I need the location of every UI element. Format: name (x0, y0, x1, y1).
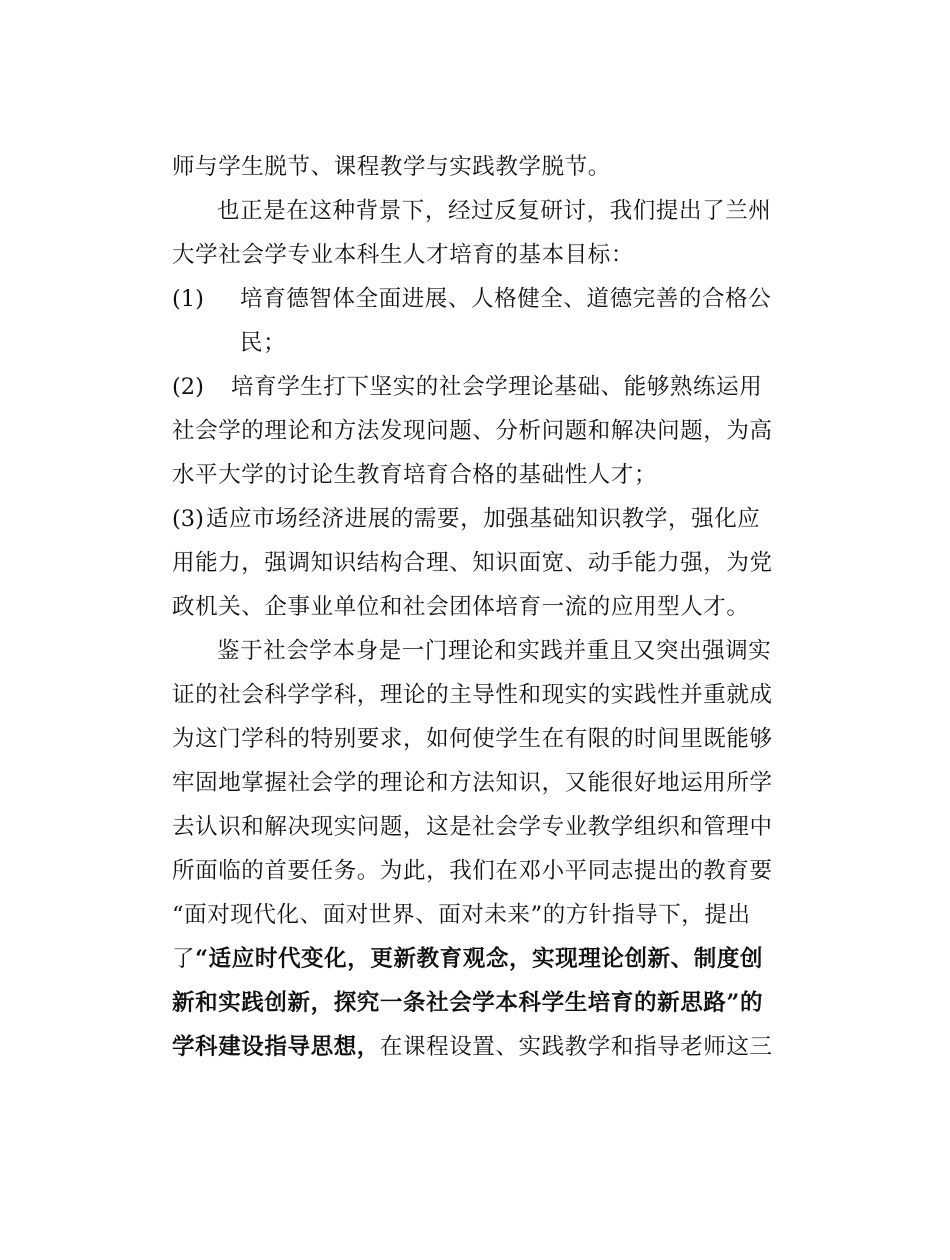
text-line: 水平大学的讨论生教育培育合格的基础性人才； (172, 462, 658, 488)
paragraph-first-line: 也正是在这种背景下，经过反复研讨，我们提出了兰州 (217, 198, 772, 224)
text-line: 大学社会学专业本科生人才培育的基本目标： (172, 242, 635, 268)
bold-text-line: 新和实践创新，探究一条社会学本科学生培育的新思路”的 (172, 990, 764, 1016)
bold-text-run: “适应时代变化，更新教育观念，实现理论创新、制度创 (195, 946, 764, 972)
text-line: 去认识和解决现实问题，这是社会学专业教学组织和管理中 (172, 814, 773, 840)
text-line: 用能力，强调知识结构合理、知识面宽、动手能力强，为党 (172, 550, 773, 576)
list-item-1: 培育德智体全面进展、人格健全、道德完善的合格公 (240, 286, 772, 312)
list-item-3: 适应市场经济进展的需要，加强基础知识教学，强化应 (206, 506, 761, 532)
list-number-1: (1) (172, 286, 204, 312)
text-line: “面对现代化、面对世界、面对未来”的方针指导下，提出 (172, 902, 751, 928)
paragraph-first-line: 鉴于社会学本身是一门理论和实践并重且又突出强调实 (217, 638, 772, 664)
text-run: 在课程设置、实践教学和指导老师这三 (379, 1034, 773, 1060)
list-item-1-continued: 民； (240, 330, 287, 356)
text-line: 社会学的理论和方法发现问题、分析问题和解决问题，为高 (172, 418, 773, 444)
list-number-3: (3) (172, 506, 204, 532)
text-line (172, 944, 763, 974)
text-line: 政机关、企事业单位和社会团体培育一流的应用型人才。 (172, 594, 750, 620)
text-line: 为这门学科的特别要求，如何使学生在有限的时间里既能够 (172, 726, 773, 752)
text-line: 牢固地掌握社会学的理论和方法知识，又能很好地运用所学 (172, 770, 773, 796)
list-item-2: 培育学生打下坚实的社会学理论基础、能够熟练运用 (231, 374, 763, 400)
list-number-2: (2) (172, 374, 204, 400)
text-run: 了 (172, 946, 196, 972)
text-line (172, 1032, 773, 1062)
text-line: 证的社会科学学科，理论的主导性和现实的实践性并重就成 (172, 682, 773, 708)
bold-text-run: 学科建设指导思想， (172, 1034, 380, 1060)
text-line: 所面临的首要任务。为此，我们在邓小平同志提出的教育要 (172, 858, 773, 884)
text-line: 师与学生脱节、课程教学与实践教学脱节。 (172, 154, 611, 180)
